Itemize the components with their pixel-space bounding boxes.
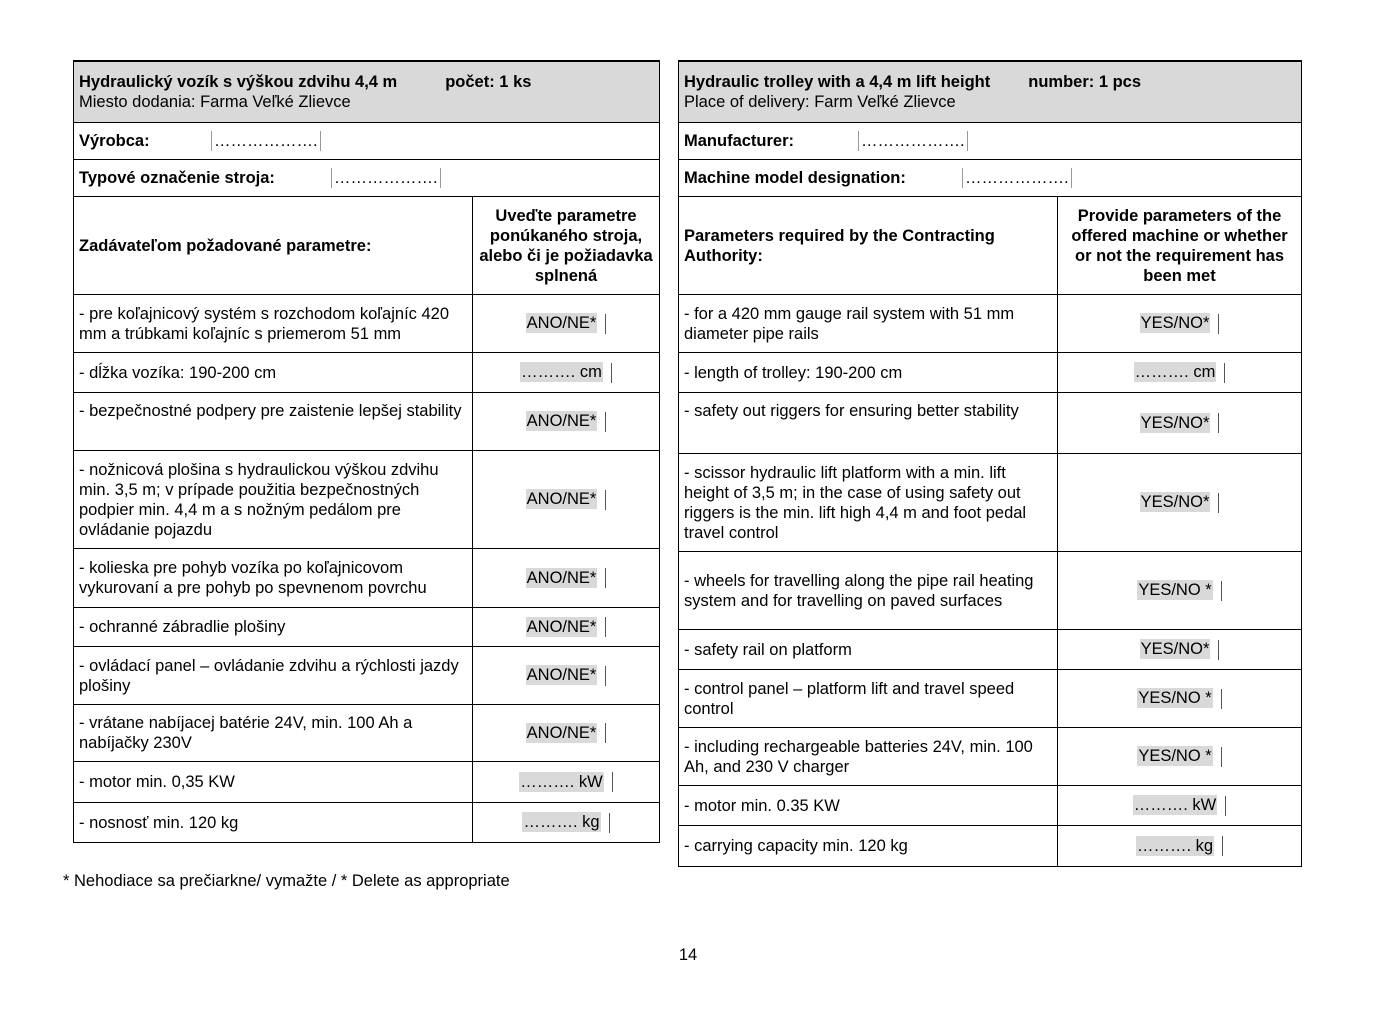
table-row <box>74 608 660 647</box>
manufacturer-label: Manufacturer: <box>684 132 795 150</box>
param-text: - nožnicová plošina s hydraulickou výškou zdvihu min. 3,5 m; v prípade použitia bezpečnostných podpier min. 4,4 m a s nožným pedálom pre ovládanie pojazdu <box>74 451 473 549</box>
answer-field[interactable]: ………. cm <box>521 363 602 382</box>
param-text: - for a 420 mm gauge rail system with 51 mm diameter pipe rails <box>679 295 1058 353</box>
answer-field[interactable]: ANO/NE* <box>526 314 597 333</box>
manufacturer-label: Výrobca: <box>79 132 150 150</box>
model-row <box>74 160 660 197</box>
footnote: * Nehodiace sa prečiarkne/ vymažte / * Delete as appropriate <box>63 872 510 890</box>
param-text: - scissor hydraulic lift platform with a min. lift height of 3,5 m; in the case of using safety out riggers is the min. lift high 4,4 m and foot pedal travel control <box>679 454 1058 552</box>
manufacturer-input[interactable]: ………………. <box>858 131 968 151</box>
table-row <box>74 803 660 843</box>
param-text: - ochranné zábradlie plošiny <box>74 608 473 647</box>
table-row <box>679 826 1302 867</box>
item-header <box>74 61 660 123</box>
model-input[interactable]: ………………. <box>962 168 1072 188</box>
table-row <box>74 393 660 451</box>
answer-field[interactable]: ………. kW <box>520 772 603 791</box>
answer-field[interactable]: YES/NO * <box>1138 581 1212 600</box>
table-header-row <box>679 61 1302 123</box>
table-row <box>74 451 660 549</box>
manufacturer-row <box>74 123 660 160</box>
model-label: Machine model designation: <box>684 169 906 187</box>
param-text: - including rechargeable batteries 24V, min. 100 Ah, and 230 V charger <box>679 728 1058 786</box>
table-row <box>74 353 660 393</box>
param-text: - motor min. 0.35 KW <box>679 786 1058 826</box>
answer-field[interactable]: ………. cm <box>1134 363 1216 382</box>
item-title: Hydraulický vozík s výškou zdvihu 4,4 m <box>79 73 398 91</box>
table-row <box>679 630 1302 670</box>
model-label: Typové označenie stroja: <box>79 169 275 187</box>
param-text: - carrying capacity min. 120 kg <box>679 826 1058 867</box>
table-row <box>679 454 1302 552</box>
param-text: - length of trolley: 190-200 cm <box>679 353 1058 393</box>
col-header-param: Zadávateľom požadované parametre: <box>74 197 473 295</box>
table-row <box>679 728 1302 786</box>
answer-field[interactable]: ANO/NE* <box>526 412 597 431</box>
answer-field[interactable]: YES/NO * <box>1138 689 1212 708</box>
answer-field[interactable]: YES/NO* <box>1140 640 1210 659</box>
answer-field[interactable]: ANO/NE* <box>526 490 597 509</box>
param-text: - wheels for travelling along the pipe rail heating system and for travelling on paved surfaces <box>679 552 1058 630</box>
answer-field[interactable]: ANO/NE* <box>526 568 597 587</box>
table-row <box>74 705 660 762</box>
table-row <box>74 295 660 353</box>
table-row <box>74 762 660 803</box>
param-text: - control panel – platform lift and travel speed control <box>679 670 1058 728</box>
answer-field[interactable]: ANO/NE* <box>526 617 597 636</box>
slovak-spec-table <box>73 60 660 843</box>
item-count: number: 1 pcs <box>1028 73 1142 91</box>
answer-field[interactable]: ………. kg <box>523 813 600 832</box>
column-header-row <box>74 197 660 295</box>
item-count: počet: 1 ks <box>445 73 532 91</box>
param-text: - pre koľajnicový systém s rozchodom koľajníc 420 mm a trúbkami koľajníc s priemerom 51 mm <box>74 295 473 353</box>
item-title: Hydraulic trolley with a 4,4 m lift height <box>684 73 991 91</box>
param-text: - vrátane nabíjacej batérie 24V, min. 100 Ah a nabíjačky 230V <box>74 705 473 762</box>
table-row <box>679 295 1302 353</box>
col-header-param: Parameters required by the Contracting Authority: <box>679 197 1058 295</box>
table-row <box>679 670 1302 728</box>
table-row <box>74 549 660 608</box>
page-number: 14 <box>678 946 698 964</box>
table-row <box>679 552 1302 630</box>
answer-field[interactable]: YES/NO* <box>1140 493 1210 512</box>
param-text: - safety rail on platform <box>679 630 1058 670</box>
table-row <box>679 786 1302 826</box>
answer-field[interactable]: YES/NO* <box>1140 413 1210 432</box>
manufacturer-input[interactable]: ………………. <box>211 131 321 151</box>
param-text: - nosnosť min. 120 kg <box>74 803 473 843</box>
param-text: - kolieska pre pohyb vozíka po koľajnicovom vykurovaní a pre pohyb po spevnenom povrchu <box>74 549 473 608</box>
delivery-place: Miesto dodania: Farma Veľké Zlievce <box>79 93 351 111</box>
param-text: - ovládací panel – ovládanie zdvihu a rýchlosti jazdy plošiny <box>74 647 473 705</box>
answer-field[interactable]: ANO/NE* <box>526 666 597 685</box>
column-header-row <box>679 197 1302 295</box>
item-header <box>679 61 1302 123</box>
model-row <box>679 160 1302 197</box>
param-text: - motor min. 0,35 KW <box>74 762 473 803</box>
manufacturer-row <box>679 123 1302 160</box>
model-input[interactable]: ………………. <box>331 168 441 188</box>
table-header-row <box>74 61 660 123</box>
table-row <box>74 647 660 705</box>
param-text: - safety out riggers for ensuring better stability <box>679 393 1058 454</box>
col-header-offer: Uveďte parametre ponúkaného stroja, alebo či je požiadavka splnená <box>473 197 660 295</box>
answer-field[interactable]: ………. kW <box>1133 796 1217 815</box>
english-spec-table <box>678 60 1302 867</box>
delivery-place: Place of delivery: Farm Veľké Zlievce <box>684 93 956 111</box>
answer-field[interactable]: ………. kg <box>1136 836 1214 855</box>
answer-field[interactable]: YES/NO * <box>1138 747 1212 766</box>
answer-field[interactable]: ANO/NE* <box>526 723 597 742</box>
table-row <box>679 393 1302 454</box>
answer-field[interactable]: YES/NO* <box>1140 314 1210 333</box>
param-text: - dĺžka vozíka: 190-200 cm <box>74 353 473 393</box>
param-text: - bezpečnostné podpery pre zaistenie lepšej stability <box>74 393 473 451</box>
col-header-offer: Provide parameters of the offered machine or whether or not the requirement has been met <box>1058 197 1302 295</box>
table-row <box>679 353 1302 393</box>
